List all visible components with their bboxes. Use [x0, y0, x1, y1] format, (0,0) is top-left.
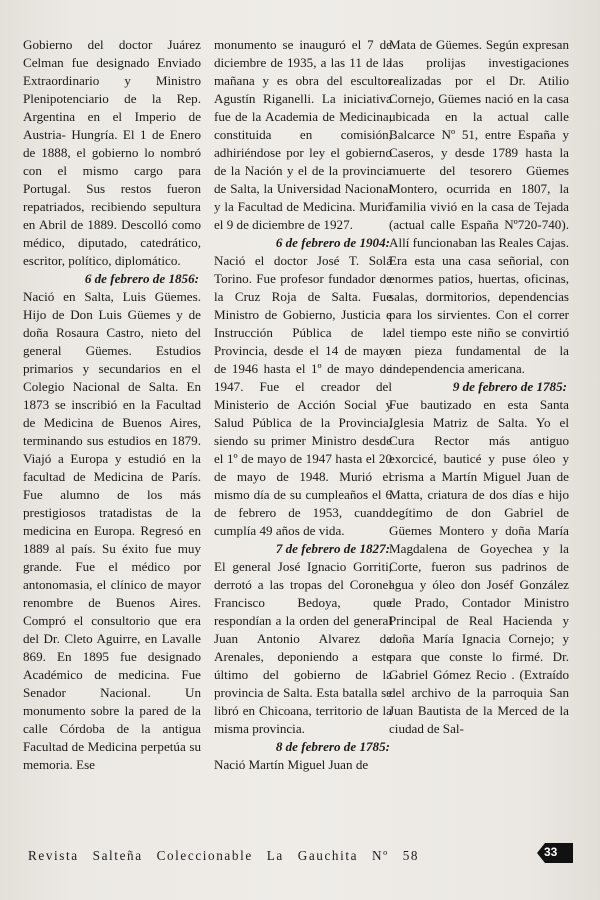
date-heading: 9 de febrero de 1785: — [452, 379, 567, 394]
text-column-3 — [389, 36, 569, 738]
text-column-1 — [23, 36, 201, 774]
date-heading: 7 de febrero de 1827: — [275, 541, 390, 556]
page-number: 33 — [544, 845, 558, 859]
paragraph: El general José Ignacio Gorriti, derrotó a las tropas del Coronel Francisco Bedoya, que respondían a la orden del general Juan Antonio Alvarez de Arenales, deponiendo a este último del gobierno de la provincia de Salta. Esta batalla se libró en Chicoana, territorio de la misma provincia. — [214, 559, 392, 736]
date-heading: 6 de febrero de 1856: — [84, 271, 199, 286]
paragraph: monumento se inauguró el 7 de diciembre de 1935, a las 11 de la mañana y es obra del escultor Agustín Riganelli. La iniciativa fue de la Academia de Medicina, constituida en comisión, adhiriéndose por ley el gobierno de la Nación y el de la provincia de Salta, la Universidad Nacional y la Facultad de Medicina. Murió el 9 de diciembre de 1927. — [214, 37, 392, 232]
date-heading: 6 de febrero de 1904: — [275, 235, 390, 250]
page-number-tab — [537, 843, 573, 863]
paragraph: Fue bautizado en esta Santa Iglesia Matriz de Salta. Yo el Cura Rector más antiguo exorcicé, bauticé y puse óleo y crisma a Martín Miguel Juan de Matta, criatura de dos días e hijo legítimo de don Gabriel de Güemes Montero y doña María Magdalena de Goyechea y la Corte, fueron sus padrinos de agua y óleo don Joséf González de Prado, Contador Ministro Principal de Real Hacienda y doña María Ignacia Cornejo; y para que conste lo firmé. Dr. Gabriel Gómez Recio . (Extraído del archivo de la parroquia San Juan Bautista de la Merced de la ciudad de Sal- — [389, 397, 569, 736]
paragraph: Nació Martín Miguel Juan de — [214, 757, 369, 772]
paragraph: Mata de Güemes. Según expresan las prolijas investigaciones realizadas por el Dr. Atilio Cornejo, Güemes nació en la casa ubicada en la actual calle Balcarce Nº 51, entre España y Caseros, y desde 1789 hasta la muerte del tesorero Güemes Montero, ocurrida en 1807, la familia vivió en la casa de Tejada (actual calle España Nº720-740). Allí funcionaban las Reales Cajas. Era esta una casa señorial, con enormes patios, huertas, oficinas, salas, dormitorios, dependencias para los sirvientes. Con el correr del tiempo este niño se convirtió en pieza fundamental de la independencia americana. — [389, 37, 569, 376]
paragraph: Nació en Salta, Luis Güemes. Hijo de Don Luis Güemes y de doña Rosaura Castro, nieto del general Güemes. Estudios primarios y secundarios en el Colegio Nacional de Salta. En 1873 se inscribió en la Facultad de Medicina de Buenos Aires, terminando sus estudios en 1879. Viajó a Europa y estudió en la facultad de Medicina de París. Fue alumno de los más prestigiosos tratadistas de la medicina en Europa. Regresó en 1889 al país. Su éxito fue muy grande. Fue el médico por antonomasia, el clínico de mayor renombre de Buenos Aires. Compró el consultorio que era del Dr. Cleto Aguirre, en Lavalle 869. En 1895 fue designado Académico de medicina. Fue Senador Nacional. Un monumento sobre la pared de la calle Córdoba de la antigua Facultad de Medicina perpetúa su memoria. Ese — [23, 289, 201, 772]
paragraph: Nació el doctor José T. Solá Torino. Fue profesor fundador de la Cruz Roja de Salta. Fue Ministro de Gobierno, Justicia e Instrucción Pública de la Provincia, desde el 14 de mayo de 1946 hasta el 1º de mayo de 1947. Fue el creador del Ministerio de Acción Social y Salud Pública de la Provincia, siendo su primer Ministro desde el 1º de mayo de 1947 hasta el 20 de mayo de 1948. Murió el mismo día de su cumpleaños el 6 de febrero de 1953, cuando cumplía 49 años de vida. — [214, 253, 392, 538]
paragraph: Gobierno del doctor Juárez Celman fue designado Enviado Extraordinario y Ministro Plenipotenciario de la Rep. Argentina en el Imperio de Austria- Hungría. El 1 de Enero de 1888, el gobierno lo nombró con el mismo cargo para Portugal. Sus restos fueron repatriados, recibiendo sepultura en Abril de 1889. Descolló como médico, diputado, catedrático, escritor, político, diplomático. — [23, 37, 201, 268]
text-column-2 — [214, 36, 392, 774]
footer-publication: Revista Salteña Coleccionable La Gauchita Nº 58 — [28, 848, 420, 863]
date-heading: 8 de febrero de 1785: — [275, 739, 390, 754]
